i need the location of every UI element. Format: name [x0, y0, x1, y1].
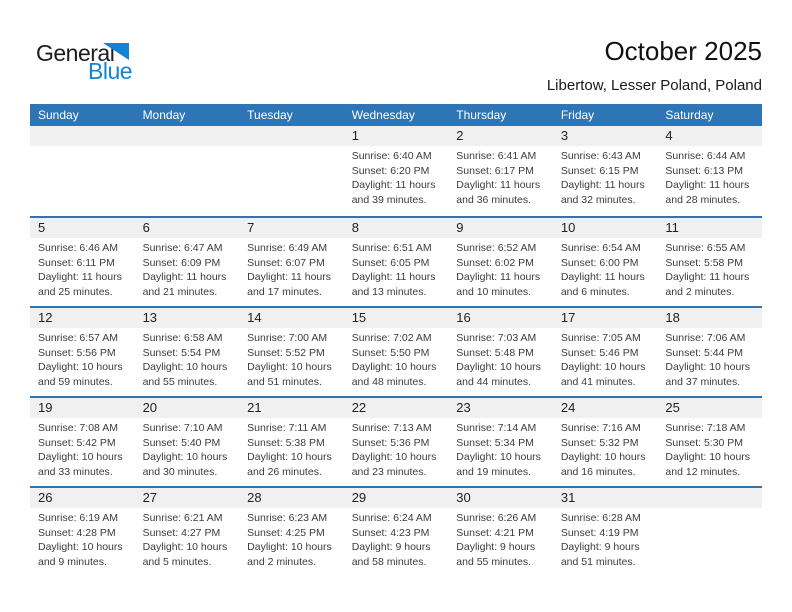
- daylight-text-line1: Daylight: 10 hours: [665, 361, 751, 374]
- calendar-day-cell: [239, 488, 344, 576]
- sunrise-text: Sunrise: 7:18 AM: [665, 422, 746, 434]
- day-number: 30: [448, 488, 553, 508]
- calendar-empty-cell: [135, 126, 240, 216]
- sunrise-text: Sunrise: 6:58 AM: [142, 332, 223, 344]
- daylight-text-line2: and 28 minutes.: [665, 193, 741, 206]
- daylight-text-line2: and 32 minutes.: [560, 193, 636, 206]
- sunset-text: Sunset: 5:44 PM: [665, 346, 744, 359]
- calendar-day-cell: [657, 126, 762, 216]
- sunrise-text: Sunrise: 7:00 AM: [247, 332, 328, 344]
- week-row: [30, 486, 762, 576]
- calendar-day-cell: [30, 488, 135, 576]
- sunset-text: Sunset: 6:13 PM: [665, 164, 744, 177]
- calendar-day-cell: [344, 126, 449, 216]
- calendar-day-cell: [30, 308, 135, 396]
- week-row: [30, 306, 762, 396]
- sunset-text: Sunset: 5:34 PM: [456, 436, 534, 449]
- daylight-text-line1: Daylight: 10 hours: [142, 451, 228, 464]
- calendar-empty-cell: [239, 126, 344, 216]
- daylight-text-line1: Daylight: 10 hours: [456, 361, 541, 374]
- daylight-text-line2: and 5 minutes.: [142, 555, 212, 568]
- day-details: [448, 508, 553, 575]
- day-number: 13: [135, 308, 240, 328]
- calendar-empty-cell: [30, 126, 135, 216]
- sunset-text: Sunset: 5:52 PM: [247, 346, 325, 359]
- daylight-text-line2: and 9 minutes.: [38, 555, 107, 568]
- weekday-header-saturday: Saturday: [665, 108, 714, 122]
- day-details: [239, 418, 344, 485]
- day-details: [30, 328, 135, 395]
- day-number: 2: [448, 126, 553, 146]
- day-number: 22: [344, 398, 449, 418]
- day-details: [135, 238, 240, 305]
- daylight-text-line2: and 12 minutes.: [665, 465, 741, 478]
- day-details: [30, 508, 135, 575]
- calendar-day-cell: [344, 218, 449, 306]
- weekday-header-row: [30, 104, 762, 126]
- sunset-text: Sunset: 6:00 PM: [560, 256, 639, 269]
- daylight-text-line1: Daylight: 10 hours: [665, 451, 751, 464]
- daylight-text-line2: and 16 minutes.: [560, 465, 636, 478]
- sunset-text: Sunset: 5:40 PM: [142, 436, 221, 449]
- general-blue-logo: [36, 40, 156, 84]
- daylight-text-line1: Daylight: 11 hours: [560, 271, 645, 284]
- sunset-text: Sunset: 5:46 PM: [560, 346, 639, 359]
- sunset-text: Sunset: 5:32 PM: [560, 436, 639, 449]
- sunset-text: Sunset: 6:07 PM: [247, 256, 325, 269]
- sunrise-text: Sunrise: 7:06 AM: [665, 332, 746, 344]
- sunset-text: Sunset: 6:15 PM: [560, 164, 639, 177]
- day-details: [239, 328, 344, 395]
- calendar-day-cell: [553, 398, 658, 486]
- calendar-table: [30, 104, 762, 576]
- sunset-text: Sunset: 6:17 PM: [456, 164, 534, 177]
- sunrise-text: Sunrise: 6:43 AM: [560, 150, 641, 162]
- sunrise-text: Sunrise: 7:03 AM: [456, 332, 537, 344]
- daylight-text-line1: Daylight: 9 hours: [560, 541, 640, 554]
- day-number: 1: [344, 126, 449, 146]
- calendar-day-cell: [553, 126, 658, 216]
- sunset-text: Sunset: 6:11 PM: [38, 256, 115, 269]
- weekday-header-sunday: Sunday: [38, 108, 79, 122]
- sunrise-text: Sunrise: 7:08 AM: [38, 422, 118, 434]
- day-details: [448, 418, 553, 485]
- day-number: [30, 126, 135, 146]
- daylight-text-line2: and 10 minutes.: [456, 285, 531, 298]
- sunrise-text: Sunrise: 6:46 AM: [38, 242, 118, 254]
- daylight-text-line2: and 26 minutes.: [247, 465, 322, 478]
- day-details: [344, 508, 449, 575]
- calendar-day-cell: [30, 218, 135, 306]
- daylight-text-line1: Daylight: 11 hours: [351, 271, 436, 284]
- sunrise-text: Sunrise: 6:49 AM: [247, 242, 328, 254]
- sunset-text: Sunset: 5:54 PM: [142, 346, 221, 359]
- sunrise-text: Sunrise: 6:26 AM: [456, 512, 537, 524]
- calendar-empty-cell: [657, 488, 762, 576]
- day-details: [657, 146, 762, 213]
- sunset-text: Sunset: 5:30 PM: [665, 436, 744, 449]
- sunrise-text: Sunrise: 7:16 AM: [560, 422, 641, 434]
- sunset-text: Sunset: 6:02 PM: [456, 256, 534, 269]
- sunset-text: Sunset: 6:05 PM: [351, 256, 430, 269]
- daylight-text-line2: and 51 minutes.: [560, 555, 636, 568]
- title-block: [262, 36, 762, 94]
- sunrise-text: Sunrise: 6:55 AM: [665, 242, 746, 254]
- daylight-text-line2: and 17 minutes.: [247, 285, 322, 298]
- sunrise-text: Sunrise: 7:10 AM: [142, 422, 223, 434]
- daylight-text-line1: Daylight: 10 hours: [247, 361, 332, 374]
- calendar-day-cell: [448, 398, 553, 486]
- weekday-header-friday: Friday: [560, 108, 595, 122]
- sunset-text: Sunset: 5:48 PM: [456, 346, 534, 359]
- day-details: [135, 418, 240, 485]
- sunset-text: Sunset: 5:38 PM: [247, 436, 325, 449]
- page-title: October 2025: [604, 36, 762, 66]
- daylight-text-line2: and 44 minutes.: [456, 375, 531, 388]
- day-number: 31: [553, 488, 658, 508]
- daylight-text-line2: and 37 minutes.: [665, 375, 741, 388]
- daylight-text-line2: and 39 minutes.: [351, 193, 427, 206]
- daylight-text-line2: and 55 minutes.: [142, 375, 218, 388]
- daylight-text-line1: Daylight: 11 hours: [247, 271, 331, 284]
- daylight-text-line2: and 2 minutes.: [247, 555, 317, 568]
- sunrise-text: Sunrise: 7:05 AM: [560, 332, 641, 344]
- daylight-text-line2: and 55 minutes.: [456, 555, 531, 568]
- daylight-text-line1: Daylight: 10 hours: [351, 451, 437, 464]
- daylight-text-line2: and 33 minutes.: [38, 465, 113, 478]
- day-details: [553, 146, 658, 213]
- sunset-text: Sunset: 4:23 PM: [351, 526, 430, 539]
- sunset-text: Sunset: 5:36 PM: [351, 436, 430, 449]
- day-details: [344, 146, 449, 213]
- daylight-text-line1: Daylight: 11 hours: [351, 179, 436, 192]
- weekday-header-thursday: Thursday: [456, 108, 507, 122]
- daylight-text-line1: Daylight: 11 hours: [456, 179, 541, 192]
- week-row: [30, 396, 762, 486]
- daylight-text-line1: Daylight: 10 hours: [38, 451, 123, 464]
- day-number: 6: [135, 218, 240, 238]
- logo-text-blue: Blue: [88, 58, 133, 84]
- day-details: [30, 238, 135, 305]
- daylight-text-line1: Daylight: 10 hours: [247, 541, 332, 554]
- calendar-day-cell: [135, 488, 240, 576]
- day-number: 29: [344, 488, 449, 508]
- calendar-day-cell: [135, 398, 240, 486]
- sunrise-text: Sunrise: 7:11 AM: [247, 422, 327, 434]
- sunrise-text: Sunrise: 7:13 AM: [351, 422, 432, 434]
- day-number: 16: [448, 308, 553, 328]
- day-details: [239, 508, 344, 575]
- calendar-day-cell: [344, 488, 449, 576]
- daylight-text-line1: Daylight: 11 hours: [665, 179, 750, 192]
- sunrise-text: Sunrise: 6:28 AM: [560, 512, 641, 524]
- calendar-day-cell: [553, 308, 658, 396]
- logo-text-general: General: [36, 40, 115, 66]
- day-number: 25: [657, 398, 762, 418]
- day-details: [657, 238, 762, 305]
- daylight-text-line2: and 25 minutes.: [38, 285, 113, 298]
- calendar-day-cell: [135, 218, 240, 306]
- sunset-text: Sunset: 4:27 PM: [142, 526, 221, 539]
- day-number: 24: [553, 398, 658, 418]
- calendar-day-cell: [657, 398, 762, 486]
- sunset-text: Sunset: 5:50 PM: [351, 346, 430, 359]
- day-number: 26: [30, 488, 135, 508]
- sunset-text: Sunset: 5:56 PM: [38, 346, 116, 359]
- calendar-day-cell: [344, 308, 449, 396]
- daylight-text-line1: Daylight: 11 hours: [665, 271, 750, 284]
- day-number: 7: [239, 218, 344, 238]
- daylight-text-line1: Daylight: 9 hours: [456, 541, 536, 554]
- daylight-text-line2: and 59 minutes.: [38, 375, 113, 388]
- sunset-text: Sunset: 4:21 PM: [456, 526, 534, 539]
- daylight-text-line2: and 48 minutes.: [351, 375, 427, 388]
- day-number: 5: [30, 218, 135, 238]
- weeks-container: [30, 126, 762, 576]
- day-details: [448, 238, 553, 305]
- daylight-text-line1: Daylight: 10 hours: [456, 451, 541, 464]
- sunrise-text: Sunrise: 7:02 AM: [351, 332, 432, 344]
- sunset-text: Sunset: 6:09 PM: [142, 256, 221, 269]
- daylight-text-line1: Daylight: 9 hours: [351, 541, 431, 554]
- day-details: [657, 328, 762, 395]
- day-number: 15: [344, 308, 449, 328]
- sunrise-text: Sunrise: 6:51 AM: [351, 242, 432, 254]
- weekday-header-tuesday: Tuesday: [247, 108, 293, 122]
- day-details: [344, 418, 449, 485]
- daylight-text-line2: and 30 minutes.: [142, 465, 218, 478]
- calendar-day-cell: [448, 488, 553, 576]
- daylight-text-line1: Daylight: 10 hours: [142, 541, 228, 554]
- calendar-day-cell: [448, 126, 553, 216]
- daylight-text-line1: Daylight: 10 hours: [38, 541, 123, 554]
- sunset-text: Sunset: 5:58 PM: [665, 256, 744, 269]
- day-details: [448, 328, 553, 395]
- daylight-text-line2: and 23 minutes.: [351, 465, 427, 478]
- day-details: [344, 238, 449, 305]
- sunrise-text: Sunrise: 6:24 AM: [351, 512, 432, 524]
- daylight-text-line1: Daylight: 10 hours: [351, 361, 437, 374]
- sunrise-text: Sunrise: 6:47 AM: [142, 242, 223, 254]
- calendar-day-cell: [30, 398, 135, 486]
- daylight-text-line1: Daylight: 11 hours: [560, 179, 645, 192]
- day-number: 11: [657, 218, 762, 238]
- day-details: [135, 508, 240, 575]
- day-details: [239, 238, 344, 305]
- sunrise-text: Sunrise: 6:40 AM: [351, 150, 432, 162]
- day-number: 8: [344, 218, 449, 238]
- day-number: 28: [239, 488, 344, 508]
- calendar-day-cell: [657, 218, 762, 306]
- day-number: 10: [553, 218, 658, 238]
- daylight-text-line2: and 21 minutes.: [142, 285, 218, 298]
- weekday-header-monday: Monday: [142, 108, 186, 122]
- day-number: 17: [553, 308, 658, 328]
- week-row: [30, 216, 762, 306]
- sunset-text: Sunset: 6:20 PM: [351, 164, 430, 177]
- day-number: 23: [448, 398, 553, 418]
- calendar-day-cell: [239, 308, 344, 396]
- day-number: [239, 126, 344, 146]
- calendar-day-cell: [135, 308, 240, 396]
- sunrise-text: Sunrise: 6:57 AM: [38, 332, 118, 344]
- day-number: 27: [135, 488, 240, 508]
- daylight-text-line1: Daylight: 10 hours: [38, 361, 123, 374]
- sunrise-text: Sunrise: 7:14 AM: [456, 422, 537, 434]
- day-details: [448, 146, 553, 213]
- daylight-text-line1: Daylight: 10 hours: [247, 451, 332, 464]
- day-number: 18: [657, 308, 762, 328]
- day-number: [657, 488, 762, 508]
- daylight-text-line2: and 58 minutes.: [351, 555, 427, 568]
- sunset-text: Sunset: 4:25 PM: [247, 526, 325, 539]
- calendar-day-cell: [344, 398, 449, 486]
- calendar-day-cell: [657, 308, 762, 396]
- sunrise-text: Sunrise: 6:41 AM: [456, 150, 537, 162]
- daylight-text-line1: Daylight: 11 hours: [142, 271, 227, 284]
- sunrise-text: Sunrise: 6:54 AM: [560, 242, 641, 254]
- daylight-text-line1: Daylight: 11 hours: [38, 271, 122, 284]
- day-details: [30, 418, 135, 485]
- sunrise-text: Sunrise: 6:19 AM: [38, 512, 118, 524]
- daylight-text-line2: and 41 minutes.: [560, 375, 636, 388]
- day-details: [657, 418, 762, 485]
- day-number: 19: [30, 398, 135, 418]
- location-subtitle: Libertow, Lesser Poland, Poland: [546, 77, 762, 94]
- weekday-header-wednesday: Wednesday: [351, 108, 415, 122]
- calendar-day-cell: [448, 218, 553, 306]
- sunset-text: Sunset: 5:42 PM: [38, 436, 116, 449]
- sunrise-text: Sunrise: 6:23 AM: [247, 512, 328, 524]
- day-number: [135, 126, 240, 146]
- day-details: [553, 418, 658, 485]
- day-details: [553, 238, 658, 305]
- daylight-text-line1: Daylight: 11 hours: [456, 271, 541, 284]
- week-row: [30, 126, 762, 216]
- daylight-text-line1: Daylight: 10 hours: [142, 361, 228, 374]
- daylight-text-line2: and 19 minutes.: [456, 465, 531, 478]
- day-number: 20: [135, 398, 240, 418]
- day-number: 9: [448, 218, 553, 238]
- daylight-text-line1: Daylight: 10 hours: [560, 361, 646, 374]
- sunrise-text: Sunrise: 6:21 AM: [142, 512, 223, 524]
- day-number: 21: [239, 398, 344, 418]
- day-details: [135, 328, 240, 395]
- daylight-text-line2: and 36 minutes.: [456, 193, 531, 206]
- daylight-text-line1: Daylight: 10 hours: [560, 451, 646, 464]
- sunrise-text: Sunrise: 6:52 AM: [456, 242, 537, 254]
- daylight-text-line2: and 2 minutes.: [665, 285, 735, 298]
- day-details: [553, 328, 658, 395]
- day-details: [344, 328, 449, 395]
- daylight-text-line2: and 6 minutes.: [560, 285, 630, 298]
- day-details: [553, 508, 658, 575]
- calendar-day-cell: [239, 398, 344, 486]
- sunset-text: Sunset: 4:19 PM: [560, 526, 639, 539]
- day-number: 14: [239, 308, 344, 328]
- calendar-day-cell: [553, 488, 658, 576]
- calendar-day-cell: [553, 218, 658, 306]
- sunset-text: Sunset: 4:28 PM: [38, 526, 116, 539]
- day-number: 4: [657, 126, 762, 146]
- calendar-day-cell: [239, 218, 344, 306]
- day-number: 12: [30, 308, 135, 328]
- sunrise-text: Sunrise: 6:44 AM: [665, 150, 746, 162]
- calendar-day-cell: [448, 308, 553, 396]
- day-number: 3: [553, 126, 658, 146]
- daylight-text-line2: and 51 minutes.: [247, 375, 322, 388]
- daylight-text-line2: and 13 minutes.: [351, 285, 427, 298]
